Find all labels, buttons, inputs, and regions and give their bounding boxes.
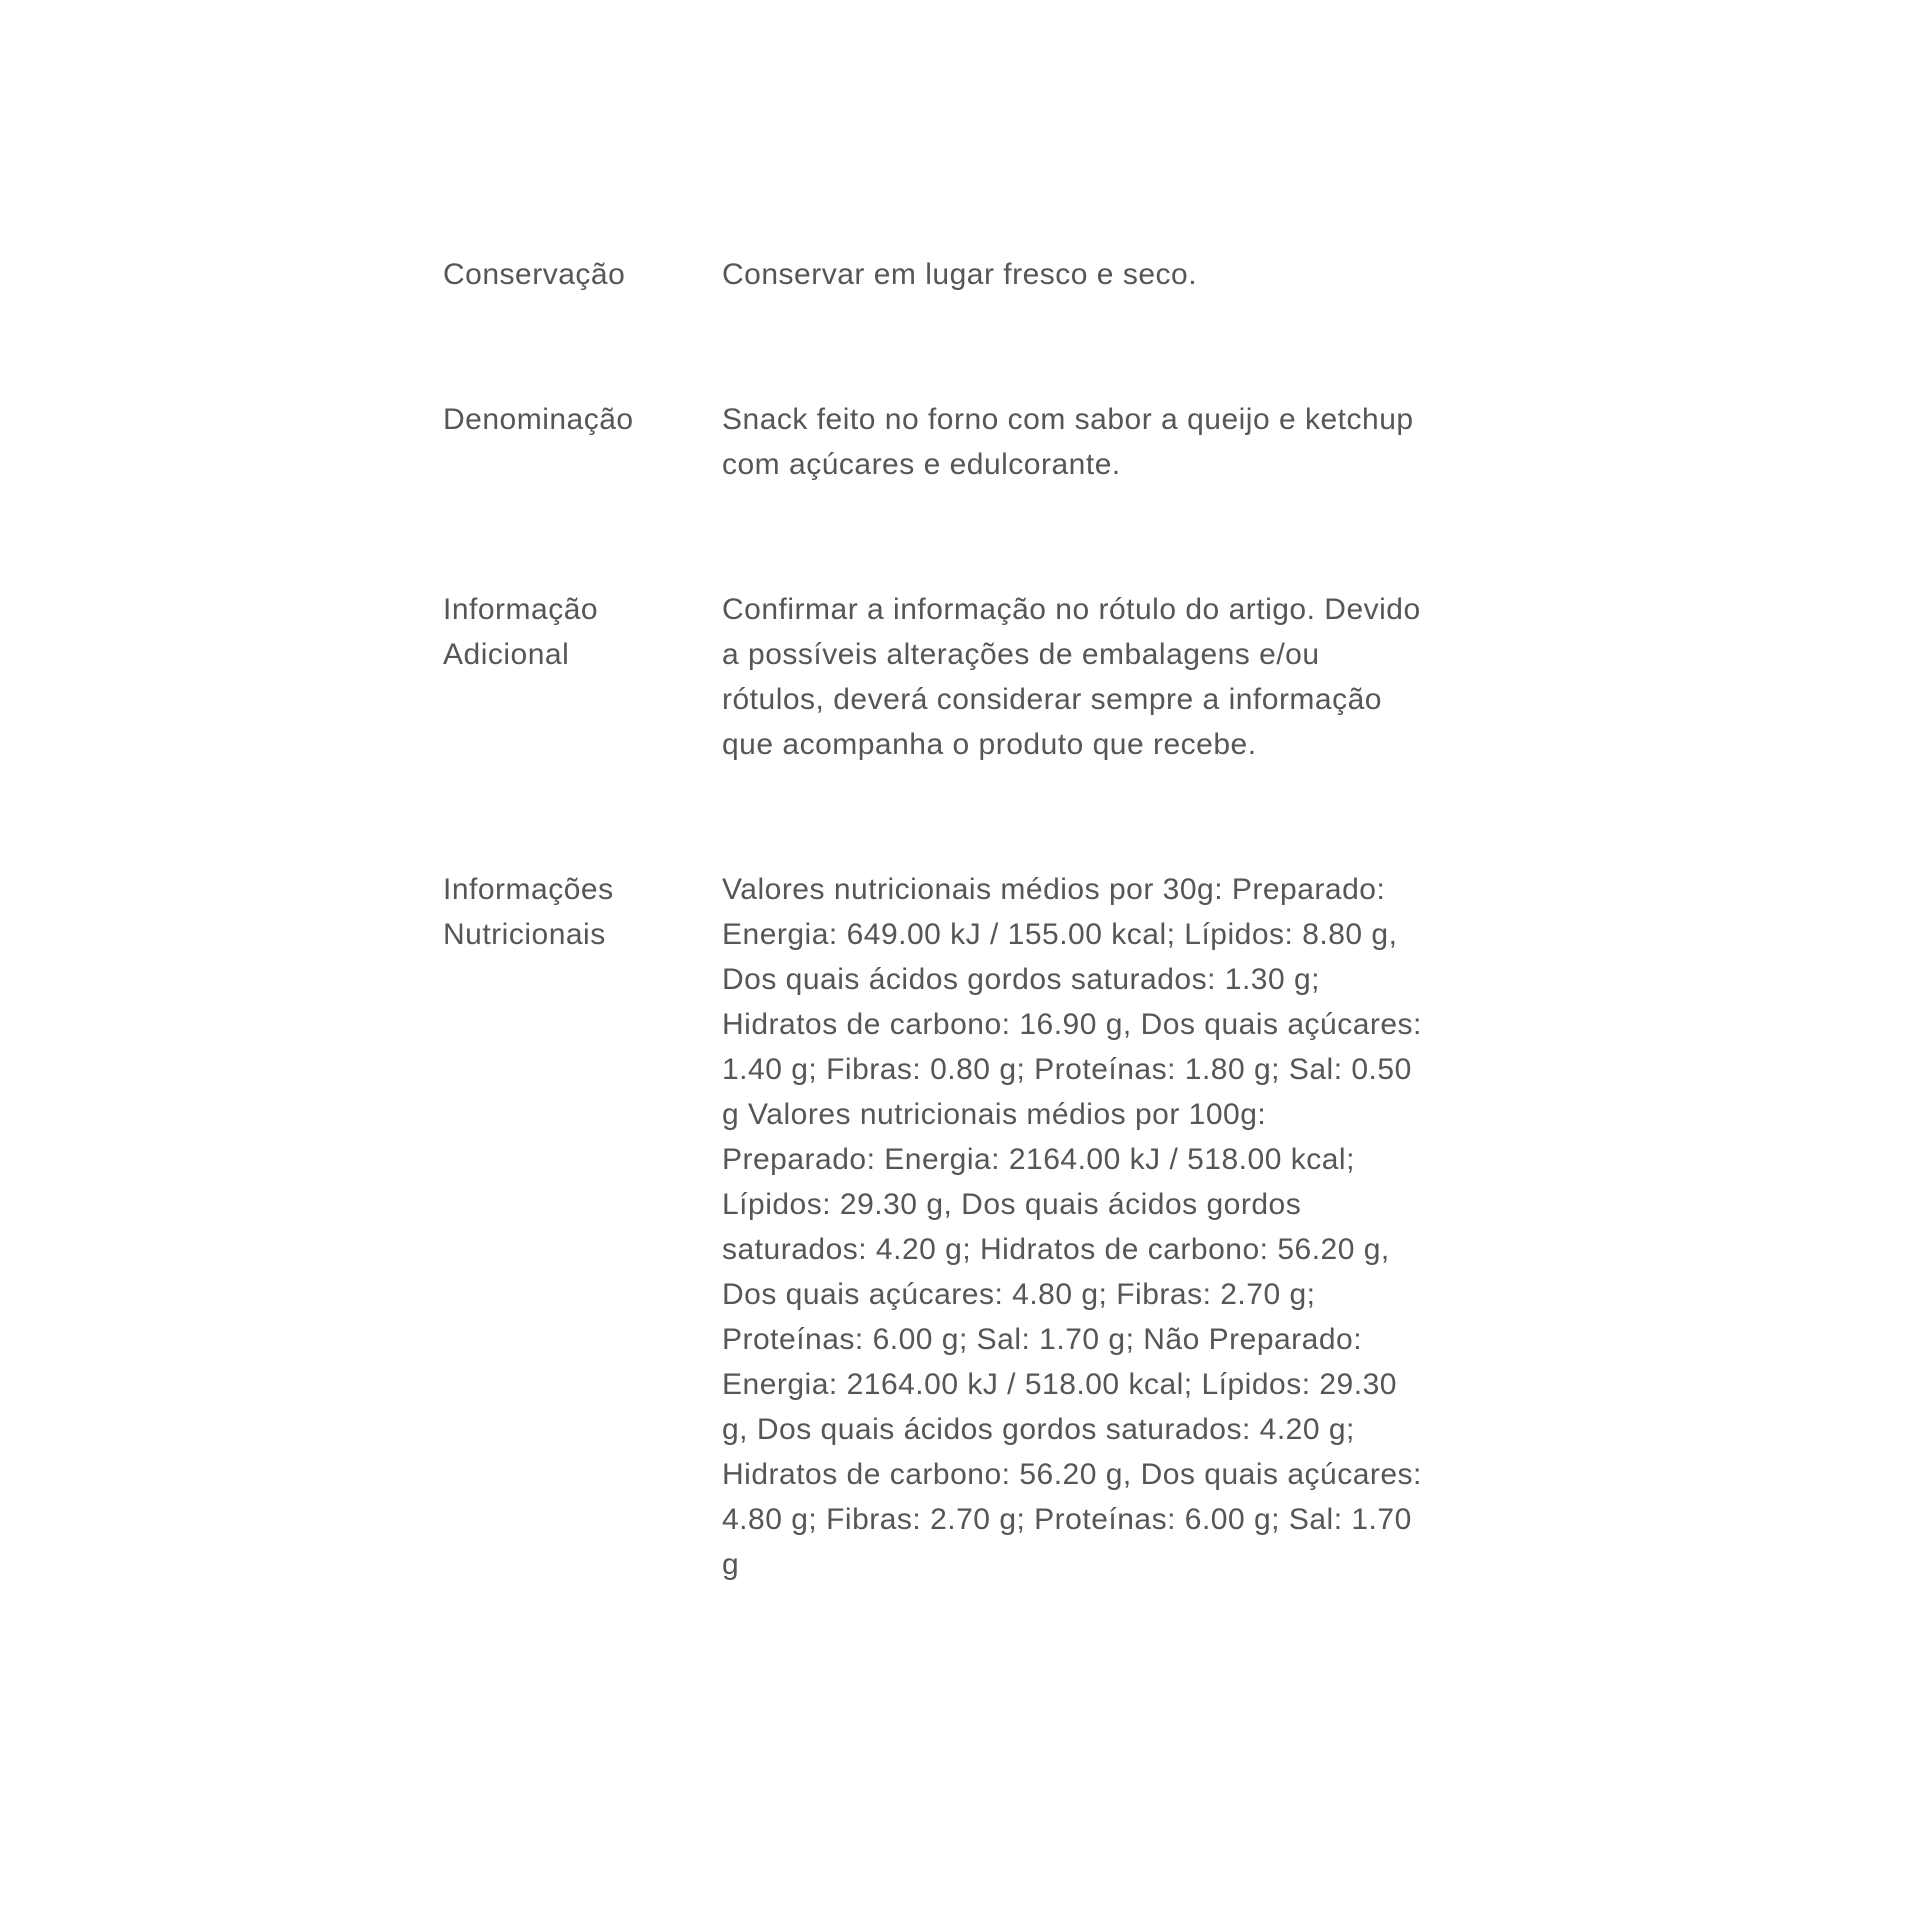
informacoes-nutricionais-label: Informações Nutricionais [443, 873, 614, 951]
denominacao-value: Snack feito no forno com sabor a queijo e ketchup com açúcares e edulcorante. [722, 403, 1414, 481]
detail-row-informacao-adicional [443, 587, 1433, 767]
conservacao-label: Conservação [443, 258, 626, 291]
conservacao-value: Conservar em lugar fresco e seco. [722, 258, 1198, 291]
informacoes-nutricionais-value: Valores nutricionais médios por 30g: Preparado: Energia: 649.00 kJ / 155.00 kcal; Lípidos: 8.80 g, Dos quais ácidos gordos saturados: 1.30 g; Hidratos de carbono: 16.90 g, Dos quais açúcares: 1.40 g; Fibras: 0.80 g; Proteínas: 1.80 g; Sal: 0.50 g Valores nutricionais médios por 100g: Preparado: Energia: 2164.00 kJ / 518.00 kcal; Lípidos: 29.30 g, Dos quais ácidos gordos saturados: 4.20 g; Hidratos de carbono: 56.20 g, Dos quais açúcares: 4.80 g; Fibras: 2.70 g; Proteínas: 6.00 g; Sal: 1.70 g; Não Preparado: Energia: 2164.00 kJ / 518.00 kcal; Lípidos: 29.30 g, Dos quais ácidos gordos saturados: 4.20 g; Hidratos de carbono: 56.20 g, Dos quais açúcares: 4.80 g; Fibras: 2.70 g; Proteínas: 6.00 g; Sal: 1.70 g [722, 873, 1422, 1581]
detail-row-denominacao [443, 397, 1433, 487]
detail-row-informacoes-nutricionais [443, 867, 1433, 1587]
product-details-section [443, 252, 1433, 1587]
denominacao-label: Denominação [443, 403, 634, 436]
detail-row-conservacao [443, 252, 1433, 297]
informacao-adicional-label: Informação Adicional [443, 593, 599, 671]
informacao-adicional-value: Confirmar a informação no rótulo do artigo. Devido a possíveis alterações de embalagens e/ou rótulos, deverá considerar sempre a informação que acompanha o produto que recebe. [722, 593, 1421, 761]
